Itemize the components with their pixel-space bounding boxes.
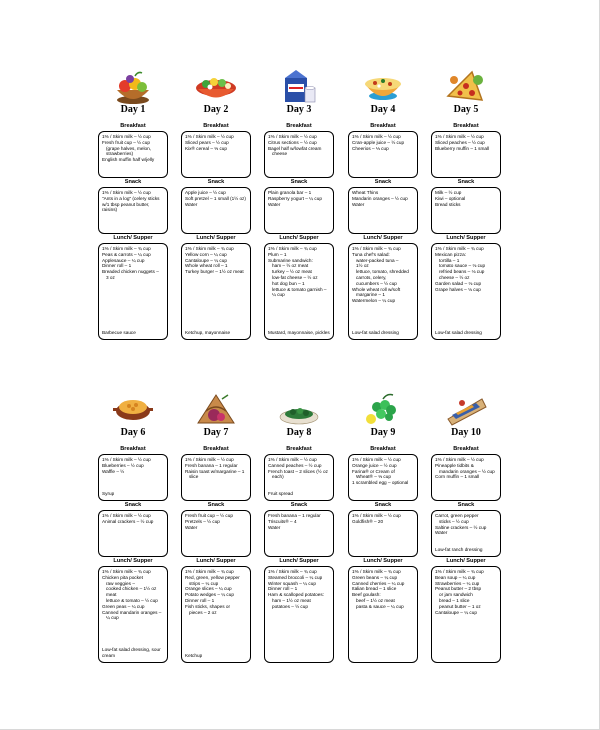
snack-box: [431, 187, 501, 234]
menu-item: Water: [352, 201, 365, 207]
menu-item: Carrot, green pepper: [435, 513, 479, 518]
menu-item: Peanut butter – 2 tbsp: [435, 586, 482, 592]
menu-item: Ham & scalloped potatoes:: [268, 592, 325, 598]
lunch-box: [264, 243, 334, 340]
menu-item: Tuna chef's salad:: [352, 251, 390, 257]
menu-item: Cran-apple juice – ½ cup: [352, 139, 405, 145]
menu-item: 1% / Skim milk – ½ cup: [435, 134, 484, 139]
day-title: Day 6: [120, 427, 146, 438]
menu-item: Grape halves – ⅛ cup: [435, 286, 481, 292]
snack-box: [98, 510, 168, 557]
menu-item: 1% / Skim milk – ½ cup: [102, 134, 151, 139]
menu-item: 1% / Skim milk – ¾ cup: [352, 246, 401, 251]
menu-item: Raisin toast w/margarine – 1: [185, 468, 245, 474]
menu-item: 1% / Skim milk – ½ cup: [268, 134, 317, 139]
menu-item: Dinner roll – 1: [102, 263, 132, 269]
menu-item: Bagel half w/lowfat cream: [268, 145, 322, 151]
snack-heading: Snack: [374, 502, 392, 508]
menu-item: 1% / Skim milk – ¾ cup: [268, 569, 317, 574]
menu-item: Fresh fruit cup – ½ cup: [102, 139, 150, 145]
menu-item: each): [272, 474, 284, 480]
menu-item: Water: [268, 201, 281, 207]
snack-box: [431, 510, 501, 557]
condiment-note: Low-fat salad dressing, sour cream: [102, 647, 161, 659]
menu-item: strawberries): [106, 151, 134, 157]
menu-item: "Ants in a log" (celery sticks: [102, 195, 160, 201]
condiment-note: Ketchup: [185, 653, 203, 659]
menu-item: mandarin oranges – ½ cup: [439, 468, 495, 474]
menu-item: Green beans – ¼ cup: [352, 574, 398, 580]
menu-item: 1% / Skim milk – ¾ cup: [185, 569, 234, 574]
menu-item: bread – 1 slice: [439, 597, 470, 603]
breakfast-heading: Breakfast: [286, 123, 312, 129]
menu-item: Water: [435, 530, 448, 536]
menu-item: Kiwi – optional: [435, 195, 466, 201]
menu-item: Yellow corn – ¼ cup: [185, 251, 227, 257]
menu-item: Potato wedges – ¼ cup: [185, 592, 234, 598]
condiment-note: Mustard, mayonnaise, pickles: [268, 330, 330, 336]
menu-item: Plain granola bar – 1: [268, 190, 312, 195]
menu-item: Cantaloupe – ¼ cup: [185, 257, 227, 263]
menu-item: sticks – ½ cup: [439, 518, 469, 524]
menu-item: Kix® cereal – ⅓ cup: [185, 145, 228, 151]
breakfast-heading: Breakfast: [453, 123, 479, 129]
lunch-heading: Lunch/ Supper: [113, 235, 153, 241]
breakfast-heading: Breakfast: [120, 123, 146, 129]
lunch-heading: Lunch/ Supper: [279, 235, 319, 241]
menu-item: 1% / Skim milk – ½ cup: [268, 457, 317, 462]
menu-item: Bread sticks: [435, 201, 461, 207]
day-title: Day 1: [120, 104, 146, 115]
menu-item: 1% / Skim milk – ½ cup: [185, 457, 234, 462]
breakfast-box: [431, 454, 501, 501]
menu-item: raisins): [102, 207, 118, 213]
menu-item: Blueberry muffin – 1 small: [435, 145, 490, 151]
menu-item: cucumbers – ½ cup: [356, 280, 397, 286]
menu-item: Red, green, yellow pepper: [185, 574, 240, 580]
lunch-box: [348, 566, 418, 663]
day-title: Day 8: [286, 427, 312, 438]
menu-item: 1 scrambled egg – optional: [352, 480, 409, 486]
lunch-heading: Lunch/ Supper: [113, 558, 153, 564]
menu-item: Fresh banana – 1 regular: [185, 462, 238, 468]
menu-item: cheese – ½ oz: [439, 274, 470, 280]
snack-heading: Snack: [457, 179, 475, 185]
menu-item: 1% / Skim milk – ¾ cup: [435, 246, 484, 251]
menu-item: hot dog bun – 1: [272, 280, 305, 286]
menu-item: Wheat® – ⅓ cup: [356, 474, 391, 480]
menu-item: Italian bread – 1 slice: [352, 586, 397, 592]
menu-item: cheese: [272, 151, 288, 157]
condiment-note: Low-fat salad dressing: [435, 330, 482, 336]
menu-item: Plum – 1: [268, 251, 287, 257]
lunch-box: [431, 566, 501, 663]
day-title: Day 4: [370, 104, 396, 115]
menu-item: Sliced peaches – ½ cup: [435, 139, 485, 145]
menu-item: 1% / Skim milk – ½ cup: [102, 190, 151, 195]
menu-item: 1% / Skim milk – ¾ cup: [102, 569, 151, 574]
menu-item: w/1 tbsp peanut butter,: [102, 201, 150, 207]
menu-item: 1% / Skim milk – ¾ cup: [352, 569, 401, 574]
snack-heading: Snack: [457, 502, 475, 508]
menu-item: Mexican pizza:: [435, 251, 467, 257]
menu-item: lettuce, tomato, shredded: [356, 269, 409, 275]
lunch-heading: Lunch/ Supper: [363, 235, 403, 241]
menu-item: ¼ cup: [272, 292, 285, 298]
breakfast-box: [181, 131, 251, 178]
lunch-box: [264, 566, 334, 663]
menu-item: Strawberries – ¼ cup: [435, 580, 480, 586]
menu-item: slice: [189, 474, 199, 480]
menu-item: Winter squash – ¼ cup: [268, 580, 316, 586]
lunch-box: [181, 566, 251, 663]
menu-item: Blueberries – ½ cup: [102, 462, 144, 468]
menu-item: 1% / Skim milk – ½ cup: [102, 513, 151, 518]
menu-item: Cantaloupe – ¼ cup: [435, 609, 477, 615]
breakfast-heading: Breakfast: [203, 123, 229, 129]
menu-item: strips – ¼ cup: [189, 580, 219, 586]
menu-item: 1% / Skim milk – ¾ cup: [268, 246, 317, 251]
breakfast-box: [348, 454, 418, 501]
lunch-heading: Lunch/ Supper: [196, 235, 236, 241]
menu-item: lettuce & tomato garnish –: [272, 286, 327, 292]
snack-box: [98, 187, 168, 234]
day-title: Day 9: [370, 427, 396, 438]
snack-heading: Snack: [290, 179, 308, 185]
condiment-note: Ketchup, mayonnaise: [185, 330, 231, 336]
snack-heading: Snack: [124, 179, 142, 185]
menu-item: Water: [185, 524, 198, 530]
menu-item: margarine – 1: [356, 292, 385, 298]
snack-box: [348, 510, 418, 557]
menu-item: 1% / Skim milk – ½ cup: [352, 457, 401, 462]
menu-item: Bean soup – ¼ cup: [435, 574, 476, 580]
menu-item: Submarine sandwich:: [268, 257, 313, 263]
menu-item: ¼ cup: [106, 615, 119, 621]
menu-item: 1% / Skim milk – ¾ cup: [435, 569, 484, 574]
menu-item: ham – ½ oz meat: [272, 263, 309, 269]
menu-item: Animal crackers – ½ cup: [102, 518, 154, 524]
menu-item: 1% / Skim milk – ½ cup: [102, 457, 151, 462]
menu-item: Soft pretzel – 1 small (1½ oz): [185, 195, 246, 201]
snack-box: [348, 187, 418, 234]
menu-item: 1% / Skim milk – ½ cup: [352, 513, 401, 518]
menu-item: Pretzels – ½ cup: [185, 518, 220, 524]
lunch-box: [348, 243, 418, 340]
menu-item: Fish sticks, shapes or: [185, 603, 231, 609]
day-title: Day 10: [451, 427, 481, 438]
menu-item: 1% / Skim milk – ½ cup: [435, 457, 484, 462]
menu-item: Whole wheat roll – 1: [185, 263, 228, 269]
menu-item: Milk – ½ cup: [435, 190, 462, 195]
menu-item: meat: [106, 592, 117, 598]
breakfast-heading: Breakfast: [453, 446, 479, 452]
condiment-note: Barbecue sauce: [102, 330, 136, 336]
snack-box: [181, 187, 251, 234]
snack-box: [181, 510, 251, 557]
menu-item: Applesauce – ¼ cup: [102, 257, 145, 263]
breakfast-box: [348, 131, 418, 178]
menu-item: Orange slices – ¼ cup: [185, 586, 232, 592]
menu-item: cooked chicken – 1½ oz: [106, 586, 157, 592]
menu-item: tomato sauce – ⅛ cup: [439, 263, 486, 269]
menu-item: Cheerios – ⅓ cup: [352, 145, 389, 151]
condiment-note: Fruit spread: [268, 491, 294, 497]
menu-item: Orange juice – ½ cup: [352, 462, 397, 468]
menu-item: Whole wheat roll w/soft: [352, 286, 401, 292]
menu-item: Raspberry yogurt – ¼ cup: [268, 195, 322, 201]
menu-item: Saltine crackers – ½ cup: [435, 524, 487, 530]
menu-item: peanut butter – 1 oz: [439, 603, 481, 609]
menu-item: Steamed broccoli – ¼ cup: [268, 574, 323, 580]
menu-item: water-packed tuna –: [356, 257, 399, 263]
menu-item: low-fat cheese – ½ oz: [272, 274, 318, 280]
menu-item: Beef goulash:: [352, 592, 381, 598]
snack-heading: Snack: [290, 502, 308, 508]
menu-item: Watermelon – ¼ cup: [352, 298, 396, 304]
breakfast-heading: Breakfast: [370, 446, 396, 452]
lunch-heading: Lunch/ Supper: [279, 558, 319, 564]
menu-item: Pineapple tidbits &: [435, 462, 474, 468]
menu-item: Canned mandarin oranges –: [102, 609, 162, 615]
breakfast-box: [98, 131, 168, 178]
breakfast-heading: Breakfast: [370, 123, 396, 129]
menu-item: turkey – ½ oz meat: [272, 269, 312, 275]
menu-item: Corn muffin – 1 small: [435, 474, 480, 480]
menu-item: raw veggies –: [106, 580, 135, 586]
condiment-note: Syrup: [102, 491, 115, 497]
menu-item: Goldfish® – 20: [352, 518, 384, 524]
menu-item: Apple juice – ½ cup: [185, 190, 226, 195]
snack-box: [264, 510, 334, 557]
snack-heading: Snack: [207, 502, 225, 508]
lunch-heading: Lunch/ Supper: [446, 235, 486, 241]
menu-item: Fresh fruit cup – ½ cup: [185, 513, 233, 518]
lunch-heading: Lunch/ Supper: [446, 558, 486, 564]
lunch-box: [98, 243, 168, 340]
menu-item: 3 oz: [106, 274, 115, 280]
breakfast-box: [181, 454, 251, 501]
menu-item: pieces – 2 oz: [189, 609, 217, 615]
menu-item: Chicken pita pocket: [102, 574, 143, 580]
lunch-heading: Lunch/ Supper: [363, 558, 403, 564]
day-title: Day 3: [286, 104, 312, 115]
menu-item: Citrus sections – ½ cup: [268, 139, 317, 145]
breakfast-box: [264, 131, 334, 178]
lunch-heading: Lunch/ Supper: [196, 558, 236, 564]
menu-item: Mandarin oranges – ½ cup: [352, 195, 408, 201]
menu-item: Water: [185, 201, 198, 207]
breakfast-box: [431, 131, 501, 178]
menu-item: Waffle – ½: [102, 468, 125, 474]
condiment-note: Low-fat ranch dressing: [435, 547, 483, 553]
day-title: Day 5: [453, 104, 479, 115]
lunch-box: [98, 566, 168, 663]
breakfast-box: [264, 454, 334, 501]
menu-item: Green peas – ¼ cup: [102, 603, 145, 609]
menu-item: lettuce & tomato – ½ cup: [106, 597, 158, 603]
menu-item: Wheat Thins: [352, 190, 379, 195]
day-title: Day 7: [203, 427, 229, 438]
menu-item: pasta & sauce – ¼ cup: [356, 603, 404, 609]
menu-item: beef – 1½ oz meat: [356, 597, 395, 603]
lunch-box: [431, 243, 501, 340]
breakfast-heading: Breakfast: [120, 446, 146, 452]
menu-item: Farina® or Cream of: [352, 468, 395, 474]
snack-heading: Snack: [207, 179, 225, 185]
breakfast-box: [98, 454, 168, 501]
menu-item: 1% / Skim milk – ½ cup: [185, 134, 234, 139]
menu-item: refried beans – ⅛ cup: [439, 269, 485, 275]
snack-heading: Snack: [124, 502, 142, 508]
condiment-note: Low-fat salad dressing: [352, 330, 399, 336]
menu-item: Peas & carrots – ¼ cup: [102, 251, 151, 257]
lunch-box: [181, 243, 251, 340]
menu-item: ham – 1½ oz meat: [272, 597, 311, 603]
menu-item: Dinner roll – 1: [185, 597, 215, 603]
menu-item: 1% / Skim milk – ½ cup: [352, 134, 401, 139]
menu-item: French toast – 2 slices (½ oz: [268, 468, 328, 474]
snack-heading: Snack: [374, 179, 392, 185]
menu-item: or jam sandwich: [439, 592, 473, 598]
menu-item: Sliced pears – ½ cup: [185, 139, 229, 145]
menu-item: potatoes – ½ cup: [272, 603, 308, 609]
menu-item: carrots, celery,: [356, 274, 387, 280]
menu-item: 1½ oz: [356, 263, 369, 269]
menu-item: Dinner roll – 1: [268, 586, 298, 592]
breakfast-heading: Breakfast: [203, 446, 229, 452]
menu-item: 1% / Skim milk – ¾ cup: [102, 246, 151, 251]
snack-box: [264, 187, 334, 234]
menu-item: Garden salad – ⅛ cup: [435, 280, 482, 286]
menu-item: Canned cherries – ¼ cup: [352, 580, 405, 586]
menu-item: Turkey burger – 1½ oz meat: [185, 269, 244, 275]
menu-item: Fresh banana – 1 regular: [268, 513, 321, 518]
menu-item: (grape halves, melon,: [106, 145, 152, 151]
menu-item: Canned peaches – ½ cup: [268, 462, 322, 468]
menu-item: English muffin half w/jelly: [102, 157, 155, 163]
day-title: Day 2: [203, 104, 229, 115]
menu-item: 1% / Skim milk – ¾ cup: [185, 246, 234, 251]
menu-item: Breaded chicken nuggets –: [102, 269, 159, 275]
breakfast-heading: Breakfast: [286, 446, 312, 452]
menu-item: tortilla – 1: [439, 257, 460, 263]
menu-item: Triscuits® – 4: [268, 518, 297, 524]
menu-item: Water: [268, 524, 281, 530]
